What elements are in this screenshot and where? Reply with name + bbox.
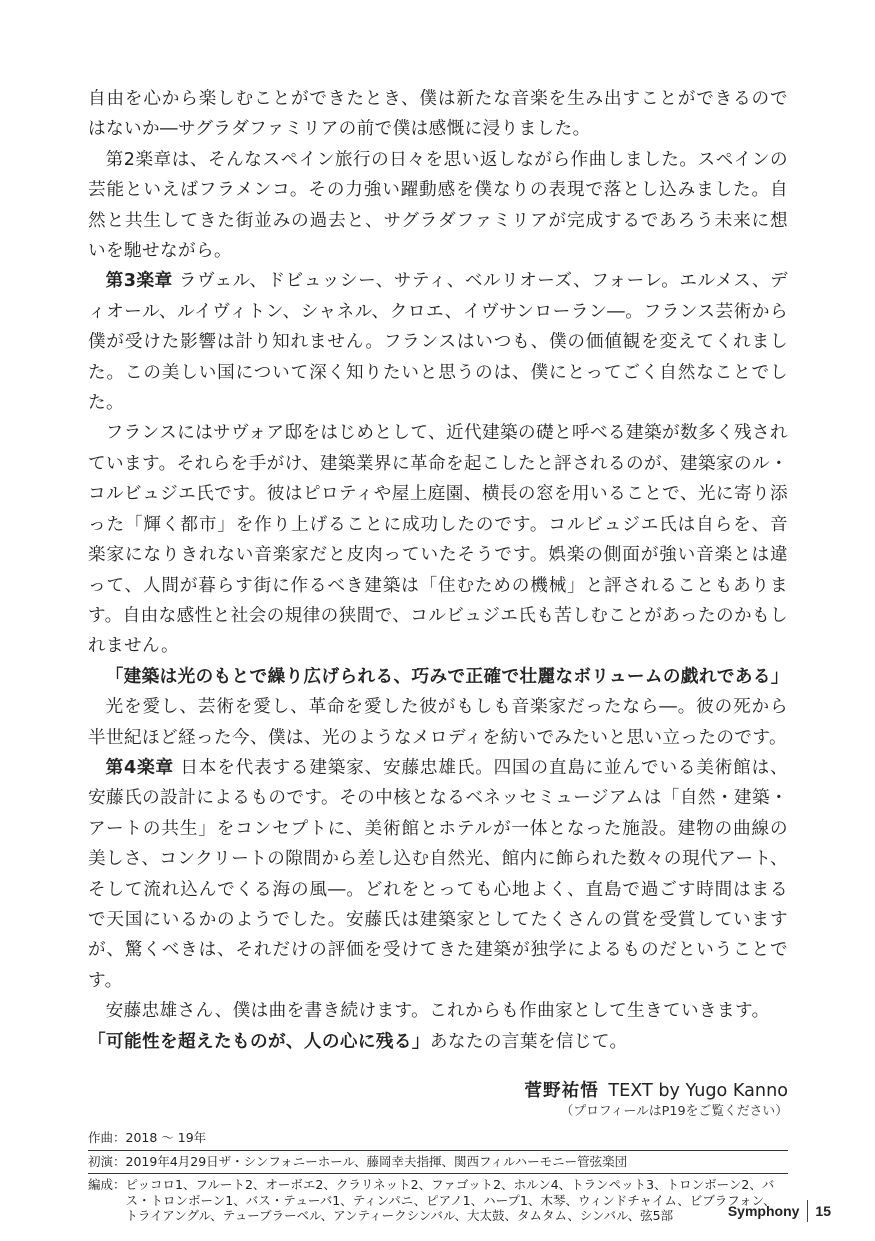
- author-name: 菅野祐悟: [524, 1081, 599, 1101]
- paragraph-1: 自由を心から楽しむことができたとき、僕は新たな音楽を生み出すことができるのではないか―サグラダファミリアの前で僕は感慨に浸りました。: [88, 89, 788, 140]
- work-credits: [88, 1127, 788, 1228]
- author-credit: [88, 1079, 788, 1103]
- page-number: 15: [815, 1203, 831, 1219]
- page-footer: [728, 1200, 831, 1222]
- paragraph-8: 安藤忠雄さん、僕は曲を書き続けます。これからも作曲家として生きていきます。: [105, 1001, 770, 1022]
- credit-premiere: 初演： 2019年4月29日ザ・シンフォニーホール、藤岡幸夫指揮、関西フィルハーモニー管弦楽団: [88, 1150, 788, 1174]
- author-text-by: TEXT by Yugo Kanno: [608, 1081, 788, 1101]
- paragraph-6: 光を愛し、芸術を愛し、革命を愛した彼がもしも音楽家だったなら―。彼の死から半世紀ほど経った今、僕は、光のようなメロディを紡いでみたいと思い立ったのです。: [88, 697, 788, 748]
- quote-ando: 「可能性を超えたものが、人の心に残る」: [88, 1031, 430, 1052]
- movement-3-heading: 第3楽章: [105, 271, 173, 292]
- paragraph-closing: 「可能性を超えたものが、人の心に残る」あなたの言葉を信じて。: [88, 1031, 628, 1052]
- paragraph-4: フランスにはサヴォア邸をはじめとして、近代建築の礎と呼べる建築が数多く残されています。それらを手がけ、建築業界に革命を起こしたと評されるのが、建築家のル・コルビュジエ氏です。彼はピロティや屋上庭園、横長の窓を用いることで、光に寄り添った「輝く都市」を作り上げることに成功したのです。コルビュジエ氏は自らを、音楽家になりきれない音楽家だと皮肉っていたそうです。娯楽の側面が強い音楽とは違って、人間が暮らす街に作るべき建築は「住むための機械」と評されることもあります。自由な感性と社会の規律の狭間で、コルビュジエ氏も苦しむことがあったのかもしれません。: [88, 423, 788, 657]
- paragraph-2: 第2楽章は、そんなスペイン旅行の日々を思い返しながら作曲しました。スペインの芸能といえばフラメンコ。その力強い躍動感を僕なりの表現で落とし込みました。自然と共生してきた街並みの過去と、サグラダファミリアが完成するであろう未来に想いを馳せながら。: [88, 149, 788, 262]
- magazine-name: Symphony: [727, 1203, 800, 1219]
- movement-4-heading: 第4楽章: [105, 757, 174, 778]
- credit-instrumentation: 編成： ピッコロ1、フルート2、オーボエ2、クラリネット2、ファゴット2、ホルン4、トランペット3、トロンボーン2、バス・トロンボーン1、バス・テューバ1、ティンパニ、ピアノ1、ハープ1、木琴、ウィンドチャイム、ビブラフォン、トライアングル、テューブラーベル、アンティークシンバル、大太鼓、タムタム、シンバル、弦5部: [88, 1173, 788, 1228]
- quote-corbusier: 「建築は光のもとで繰り広げられる、巧みで正確で壮麗なボリュームの戯れである」: [105, 666, 789, 687]
- profile-note: （プロフィールはP19をご覧ください）: [560, 1104, 788, 1119]
- article-body: [88, 84, 788, 1057]
- footer-divider: [807, 1200, 808, 1222]
- paragraph-movement-3: 第3楽章 ラヴェル、ドビュッシー、サティ、ベルリオーズ、フォーレ。エルメス、ディオール、ルイヴィトン、シャネル、クロエ、イヴサンローラン―。フランス芸術から僕が受けた影響は計り知れません。フランスはいつも、僕の価値観を変えてくれました。この美しい国について深く知りたいと思うのは、僕にとってごく自然なことでした。: [88, 271, 788, 414]
- article: [88, 84, 788, 1228]
- paragraph-movement-4: 第4楽章 日本を代表する建築家、安藤忠雄氏。四国の直島に並んでいる美術館は、安藤氏の設計によるものです。その中核となるベネッセミュージアムは「自然・建築・アートの共生」をコンセプトに、美術館とホテルが一体となった施設。建物の曲線の美しさ、コンクリートの隙間から差し込む自然光、館内に飾られた数々の現代アート、そして流れ込んでくる海の風―。どれをとっても心地よく、直島で過ごす時間はまるで天国にいるかのようでした。安藤氏は建築家としてたくさんの賞を受賞していますが、驚くべきは、それだけの評価を受けてきた建築が独学によるものだということです。: [88, 757, 788, 991]
- credit-composition: 作曲： 2018 ～ 19年: [88, 1130, 207, 1145]
